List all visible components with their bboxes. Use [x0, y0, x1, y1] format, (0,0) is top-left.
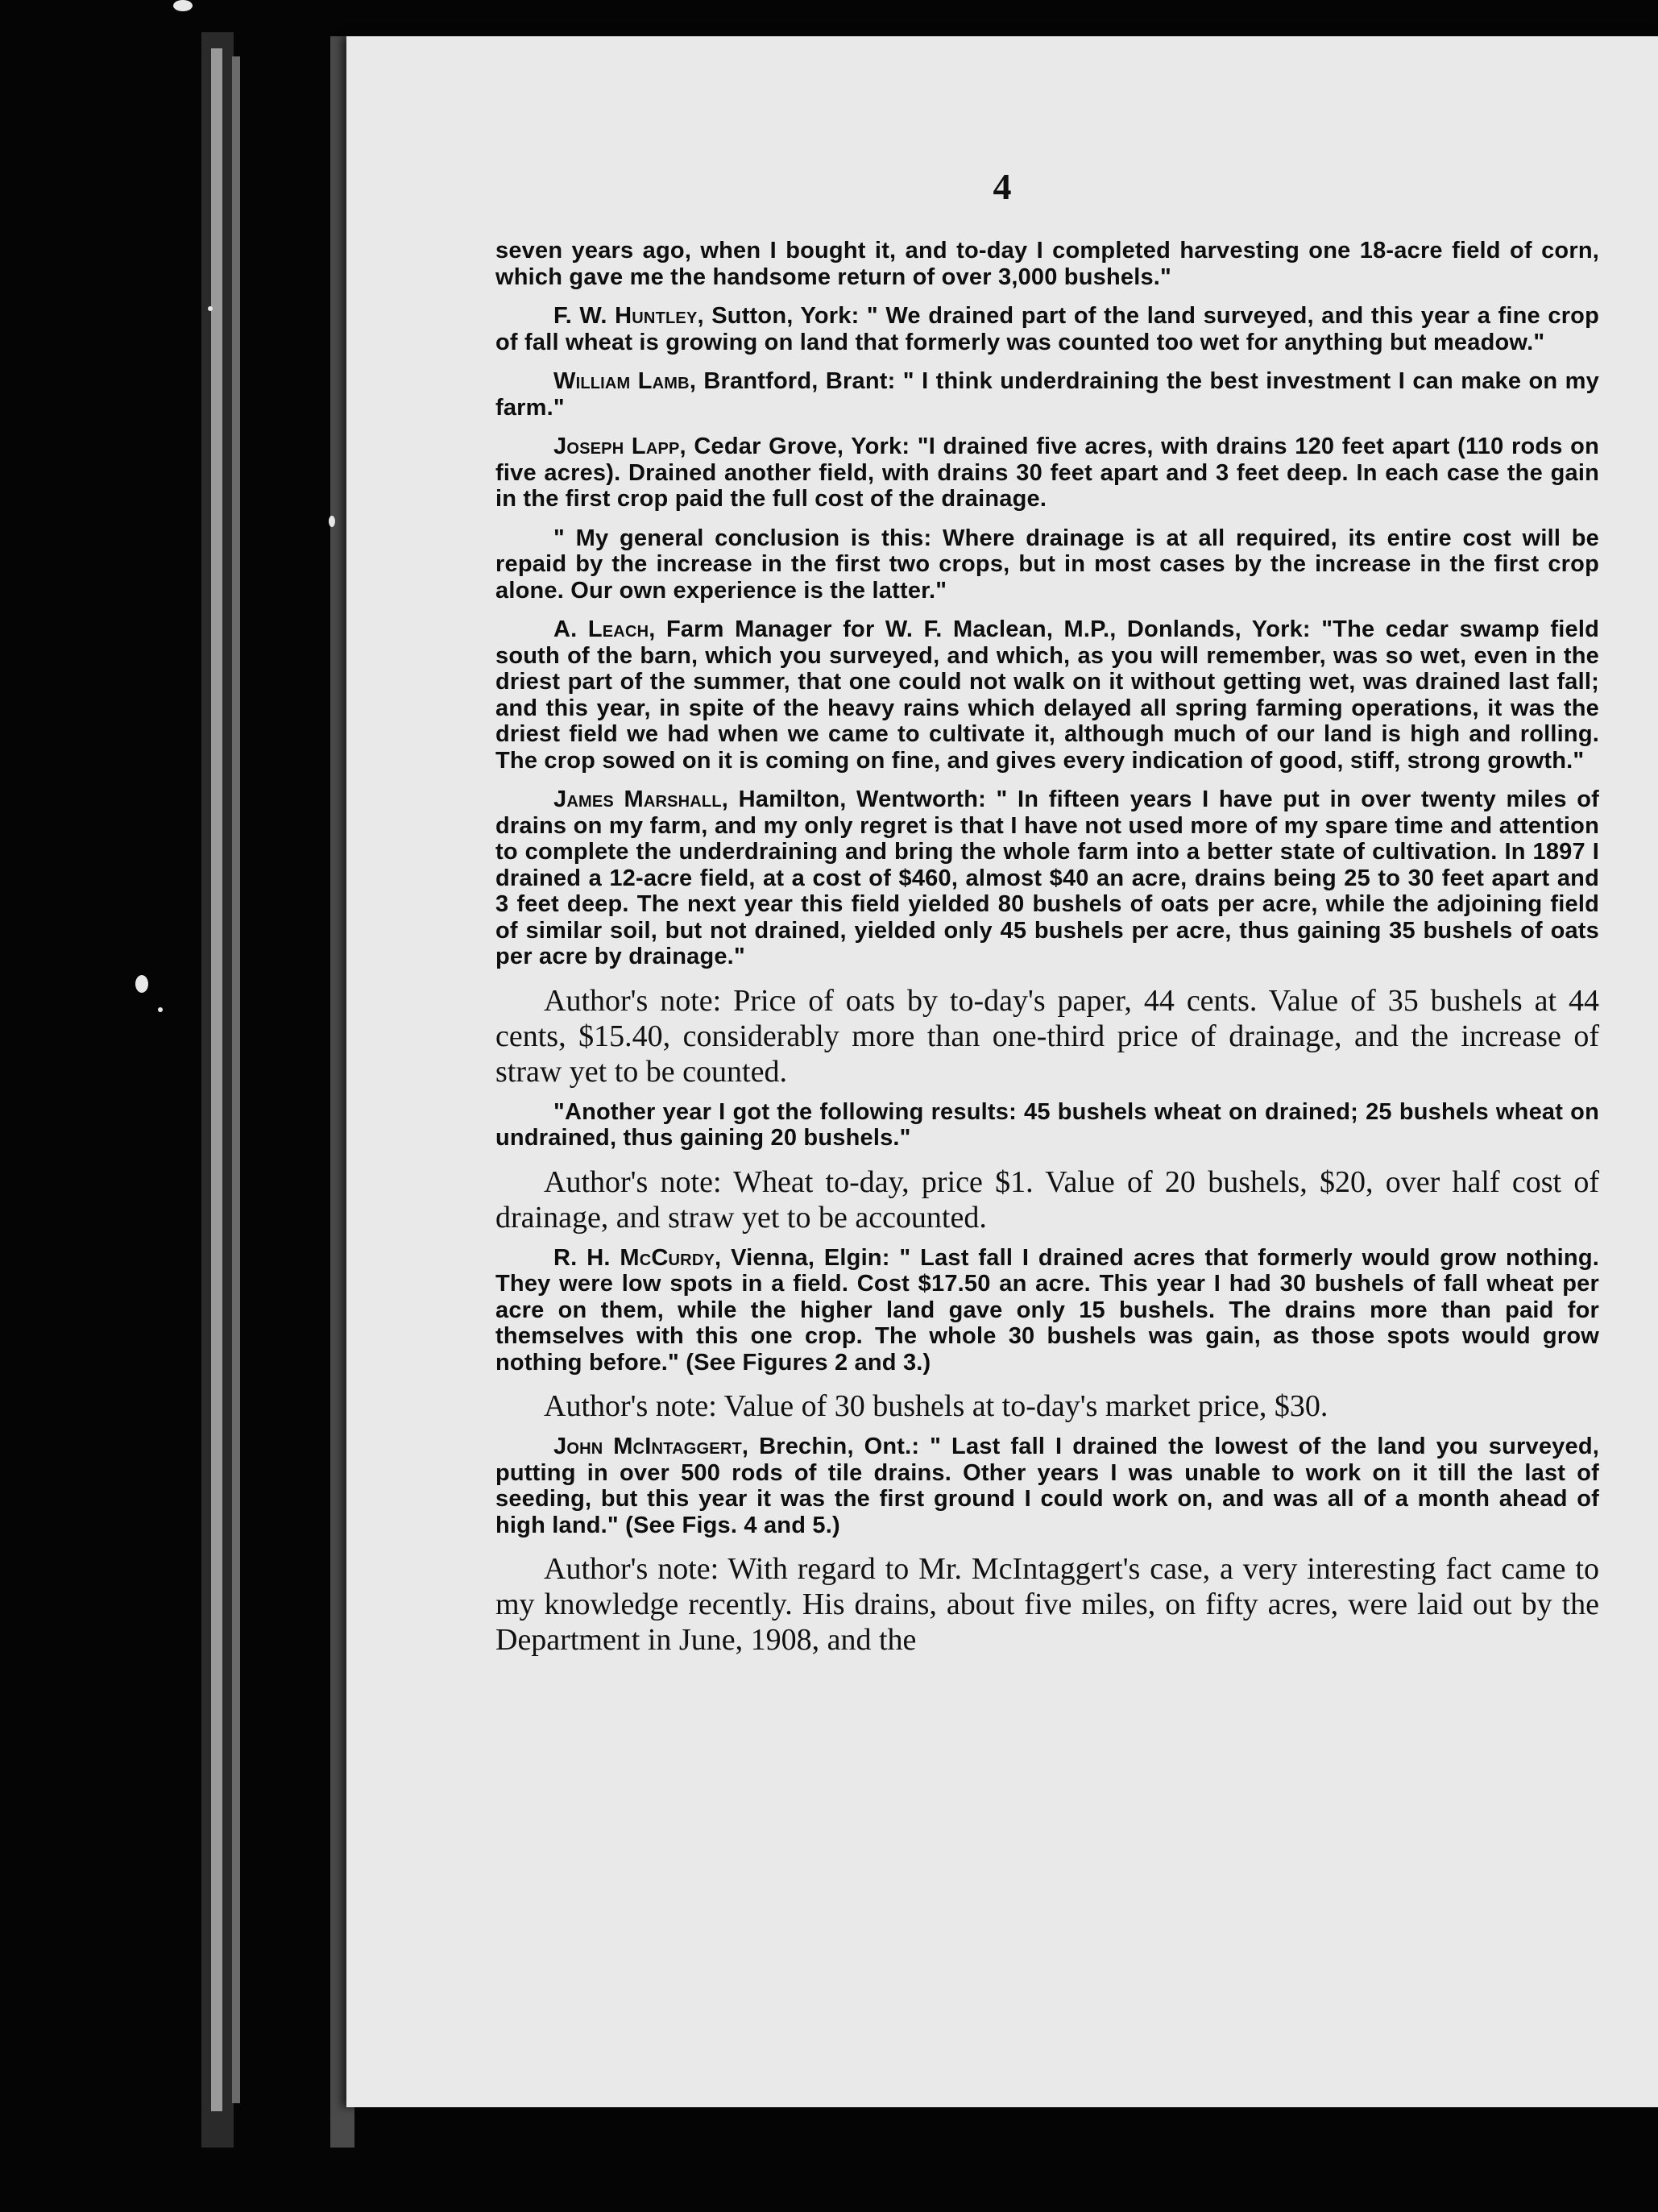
author-note-paragraph — [495, 1551, 1599, 1658]
author-note-paragraph — [495, 983, 1599, 1089]
body-paragraph — [495, 303, 1599, 355]
paragraph-text: , Sutton, York: " We drained part of the land surveyed, and this year a fine crop of fall wheat is growing on land that formerly was counted too wet for anything but meadow." — [495, 303, 1600, 355]
paragraph-text: , Brantford, Brant: " I think underdraining the best investment I can make on my farm." — [495, 368, 1599, 421]
page-body — [495, 238, 1599, 1667]
paragraph-text: , Farm Manager for W. F. Maclean, M.P., Donlands, York: "The cedar swamp field south of the barn, which you surveyed, and which, as you will remember, was so wet, even in the driest part of the summer, that one could not walk on it without getting wet, was drained last fall; and this year, in spite of the heavy rains which delayed all spring farming operations, it was the driest field we had when we came to cultivate it, although much of our land is high and rolling. The crop sowed on it is coming on fine, and gives every indication of good, stiff, strong growth." — [495, 616, 1599, 774]
body-paragraph — [495, 616, 1599, 774]
book-edge-light — [211, 48, 222, 2111]
document-page — [346, 36, 1658, 2107]
correspondent-name: William Lamb — [553, 368, 690, 394]
correspondent-name: Joseph Lapp — [553, 434, 680, 459]
paragraph-text: Author's note: With regard to Mr. McIntaggert's case, a very interesting fact came to my knowledge recently. His drains, about five miles, on fifty acres, were laid out by the Department in June, 1908, and the — [495, 1552, 1599, 1657]
author-note-paragraph — [495, 1388, 1599, 1424]
body-paragraph — [495, 1245, 1599, 1376]
body-paragraph — [495, 1099, 1599, 1152]
body-paragraph — [495, 238, 1599, 290]
book-edge-mid — [232, 56, 240, 2103]
paragraph-text: , Cedar Grove, York: "I drained five acres, with drains 120 feet apart (110 rods on five acres). Drained another field, with drains 30 feet apart and 3 feet deep. In each case the gain in the first crop paid the full cost of the drainage. — [495, 434, 1599, 512]
correspondent-name: F. W. Huntley — [553, 303, 698, 329]
body-paragraph — [495, 786, 1599, 970]
paragraph-text: seven years ago, when I bought it, and to-day I completed harvesting one 18-acre field of corn, which gave me the handsome return of over 3,000 bushels." — [495, 238, 1599, 290]
paragraph-text: Author's note: Wheat to-day, price $1. Value of 20 bushels, $20, over half cost of drainage, and straw yet to be accounted. — [495, 1164, 1599, 1235]
correspondent-name: James Marshall — [553, 786, 722, 812]
body-paragraph — [495, 368, 1599, 421]
body-paragraph — [495, 434, 1599, 513]
paragraph-text: " My general conclusion is this: Where drainage is at all required, its entire cost will be repaid by the increase in the first two crops, but in most cases by the increase in the first crop alone. Our own experience is the latter." — [495, 525, 1599, 604]
correspondent-name: John McIntaggert — [553, 1434, 742, 1459]
paragraph-text: Author's note: Value of 30 bushels at to-day's market price, $30. — [544, 1389, 1328, 1423]
paragraph-text: , Vienna, Elgin: " Last fall I drained acres that formerly would grow nothing. They were low spots in a field. Cost $17.50 an acre. This year I had 30 bushels of fall wheat per acre on them, while the higher land gave only 15 bushels. The drains more than paid for themselves with this one crop. The whole 30 bushels was gain, as those spots would grow nothing before." (See Figures 2 and 3.) — [495, 1244, 1599, 1376]
body-paragraph — [495, 1434, 1599, 1538]
paragraph-text: "Another year I got the following results: 45 bushels wheat on drained; 25 bushels wheat on undrained, thus gaining 20 bushels." — [495, 1098, 1599, 1151]
paragraph-text: , Brechin, Ont.: " Last fall I drained the lowest of the land you surveyed, putting in over 500 rods of tile drains. Other years I was unable to work on it till the last of seeding, but this year it was the first ground I could work on, and was all of a month ahead of high land." (See Figs. 4 and 5.) — [495, 1434, 1599, 1538]
page-number: 4 — [993, 166, 1012, 207]
body-paragraph — [495, 525, 1599, 604]
paragraph-text: , Hamilton, Wentworth: " In fifteen years I have put in over twenty miles of drains on my farm, and my only regret is that I have not used more of my spare time and attention to complete the underdraining and bring the whole farm into a better state of cultivation. In 1897 I drained a 12-acre field, at a cost of $460, almost $40 an acre, drains being 25 to 30 feet apart and 3 feet deep. The next year this field yielded 80 bushels of oats per acre, while the adjoining field of similar soil, but not drained, yielded only 45 bushels per acre, thus gaining 35 bushels of oats per acre by drainage." — [495, 786, 1599, 969]
correspondent-name: A. Leach — [553, 616, 649, 642]
correspondent-name: R. H. McCurdy — [553, 1244, 715, 1271]
author-note-paragraph — [495, 1164, 1599, 1235]
paragraph-text: Author's note: Price of oats by to-day's paper, 44 cents. Value of 35 bushels at 44 cents, $15.40, considerably more than one-third price of drainage, and the increase of straw yet to be counted. — [495, 983, 1599, 1089]
